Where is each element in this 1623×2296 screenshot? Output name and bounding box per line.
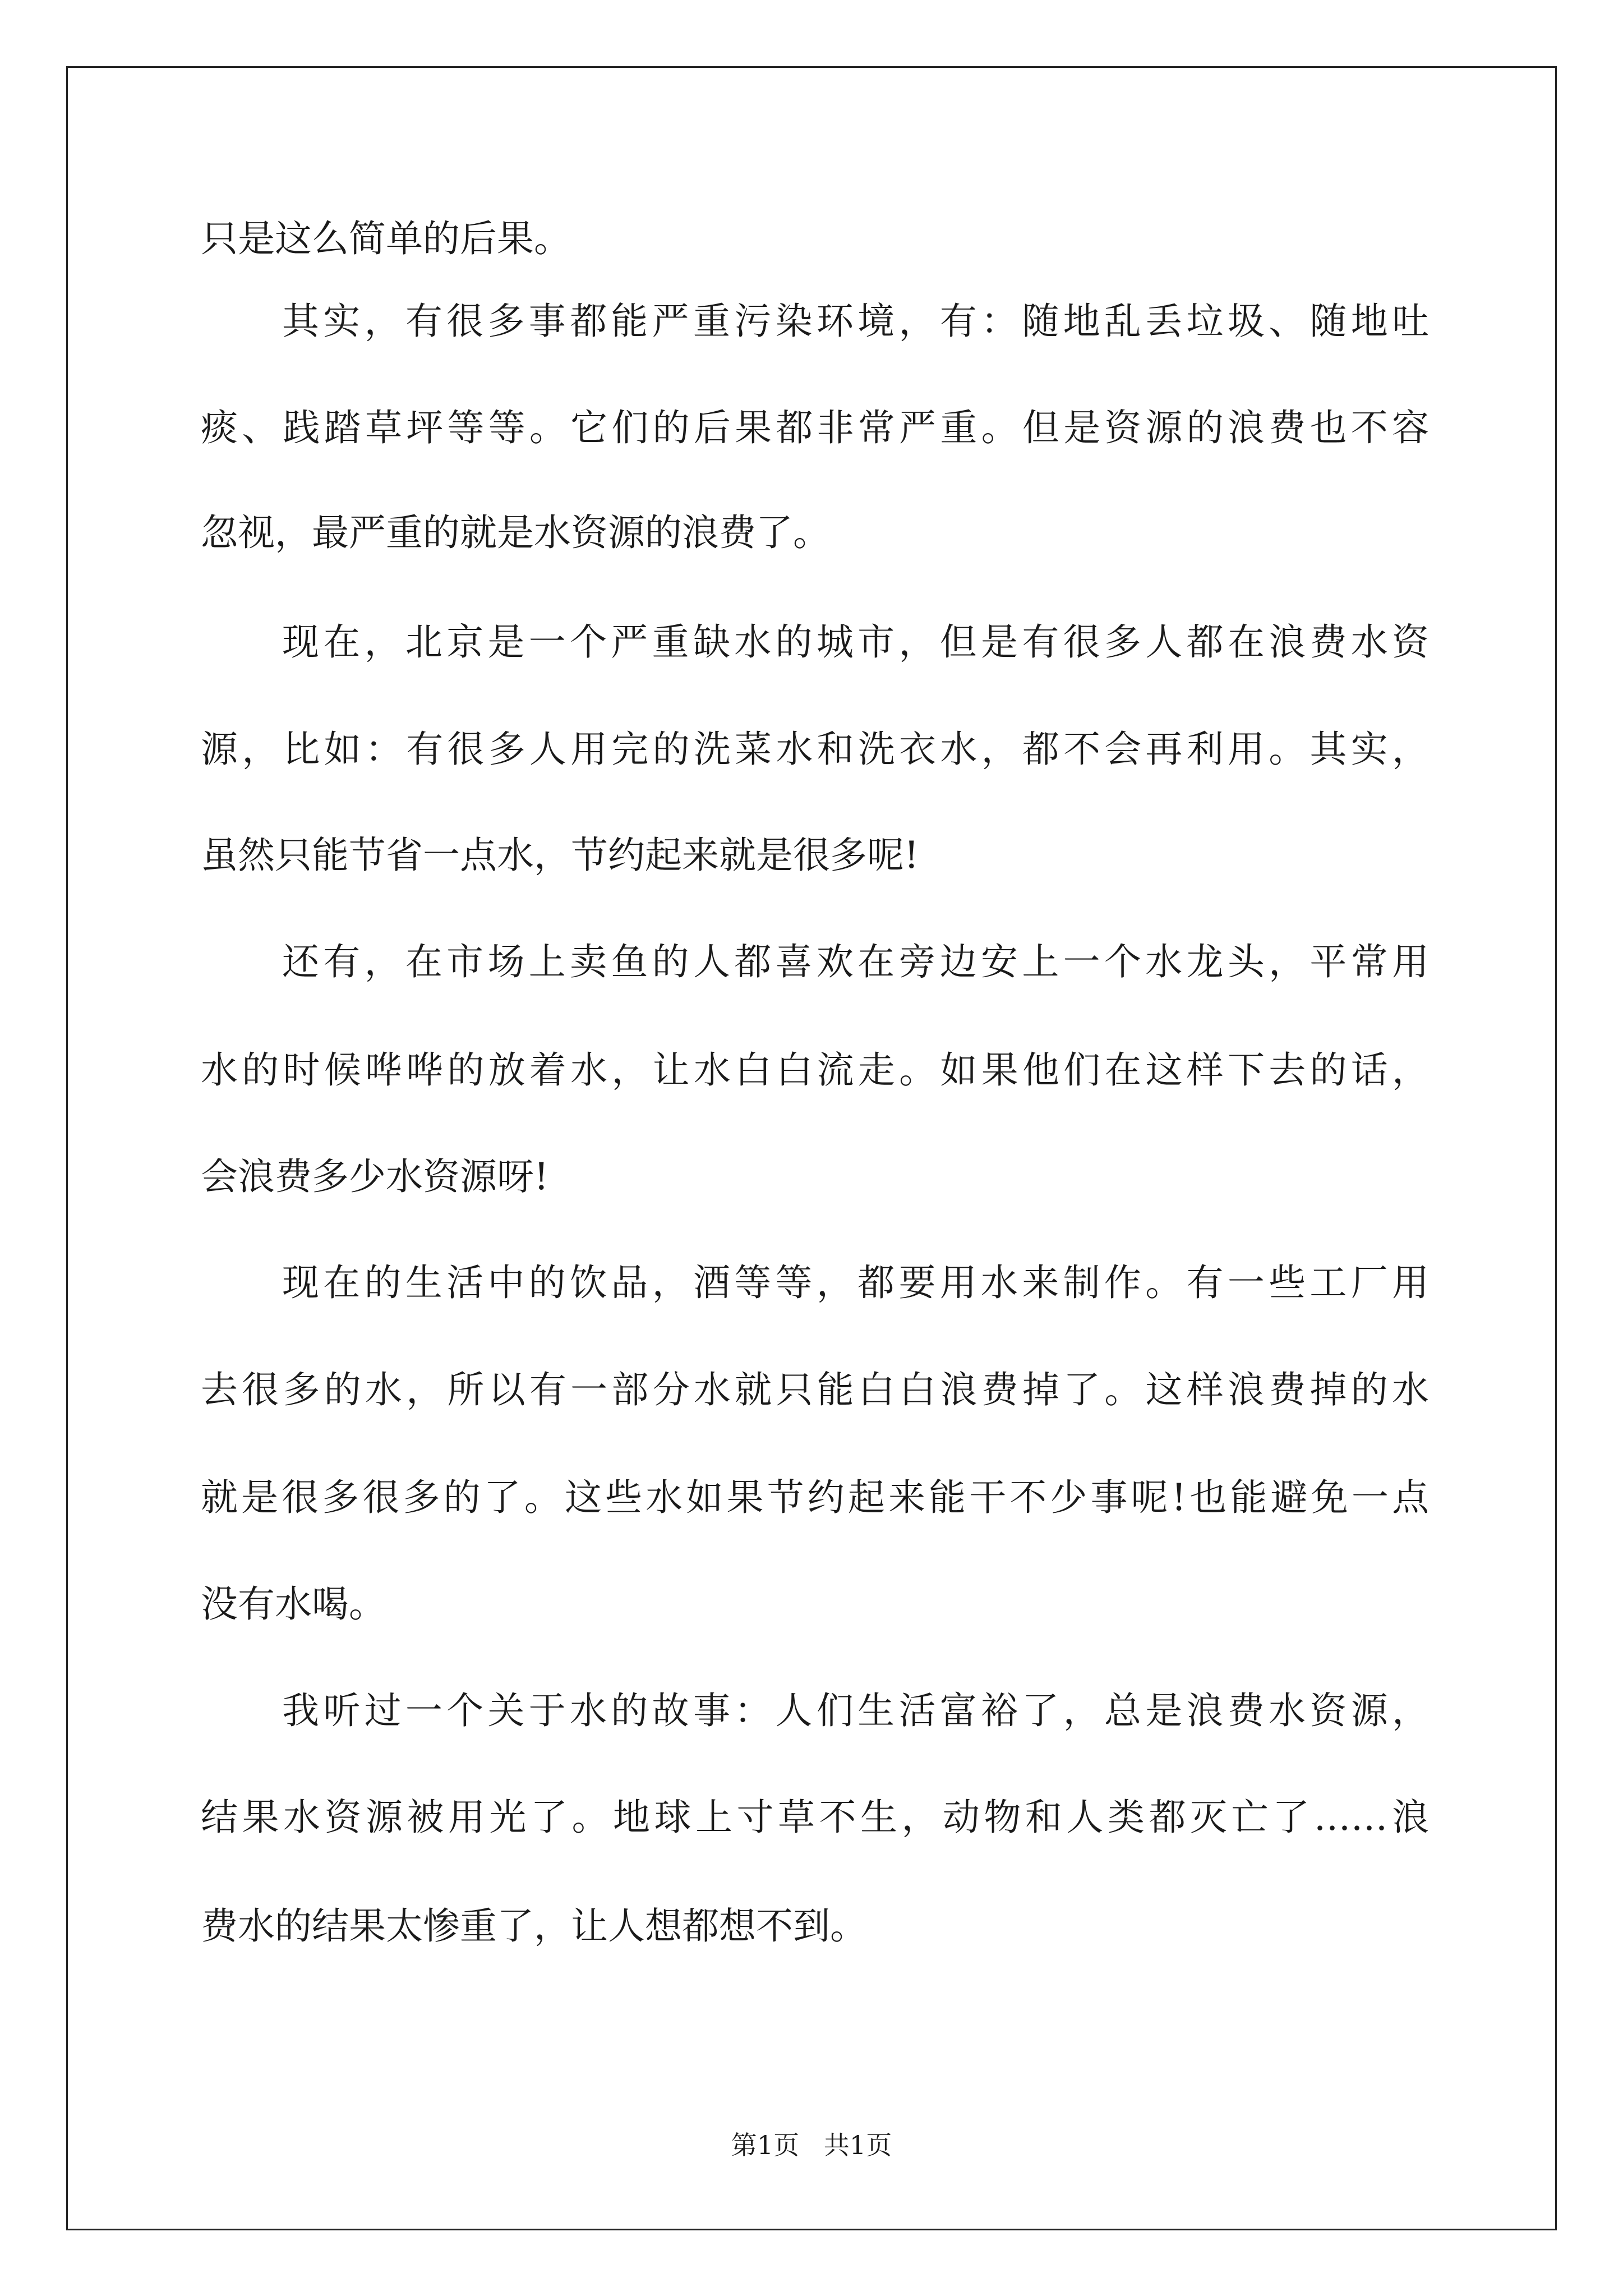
paragraph-first-line: 还有，在市场上卖鱼的人都喜欢在旁边安上一个水龙头，平常用	[282, 940, 1429, 983]
text-line: 水的时候哗哗的放着水，让水白白流走。如果他们在这样下去的话，	[201, 1048, 1429, 1092]
paragraph-first-line: 现在，北京是一个严重缺水的城市，但是有很多人都在浪费水资	[282, 620, 1429, 664]
paragraph-first-line: 其实，有很多事都能严重污染环境，有：随地乱丢垃圾、随地吐	[282, 300, 1429, 343]
text-line: 去很多的水，所以有一部分水就只能白白浪费掉了。这样浪费掉的水	[201, 1368, 1429, 1411]
text-line: 虽然只能节省一点水，节约起来就是很多呢!	[201, 834, 919, 877]
text-line: 只是这么简单的后果。	[201, 217, 571, 260]
text-line: 忽视，最严重的就是水资源的浪费了。	[201, 511, 830, 554]
text-line: 没有水喝。	[201, 1582, 386, 1626]
text-line: 痰、践踏草坪等等。它们的后果都非常严重。但是资源的浪费也不容	[201, 406, 1429, 449]
text-line: 结果水资源被用光了。地球上寸草不生，动物和人类都灭亡了……浪	[201, 1796, 1429, 1839]
text-line: 会浪费多少水资源呀!	[201, 1155, 549, 1198]
text-line: 费水的结果太惨重了，让人想都想不到。	[201, 1904, 867, 1948]
text-line: 源，比如：有很多人用完的洗菜水和洗衣水，都不会再利用。其实，	[201, 728, 1429, 771]
paragraph-first-line: 我听过一个关于水的故事：人们生活富裕了，总是浪费水资源，	[282, 1689, 1429, 1732]
paragraph-first-line: 现在的生活中的饮品，酒等等，都要用水来制作。有一些工厂用	[282, 1261, 1429, 1304]
page-number: 第1页 共1页	[731, 2130, 892, 2160]
text-line: 就是很多很多的了。这些水如果节约起来能干不少事呢!也能避免一点	[201, 1476, 1429, 1519]
